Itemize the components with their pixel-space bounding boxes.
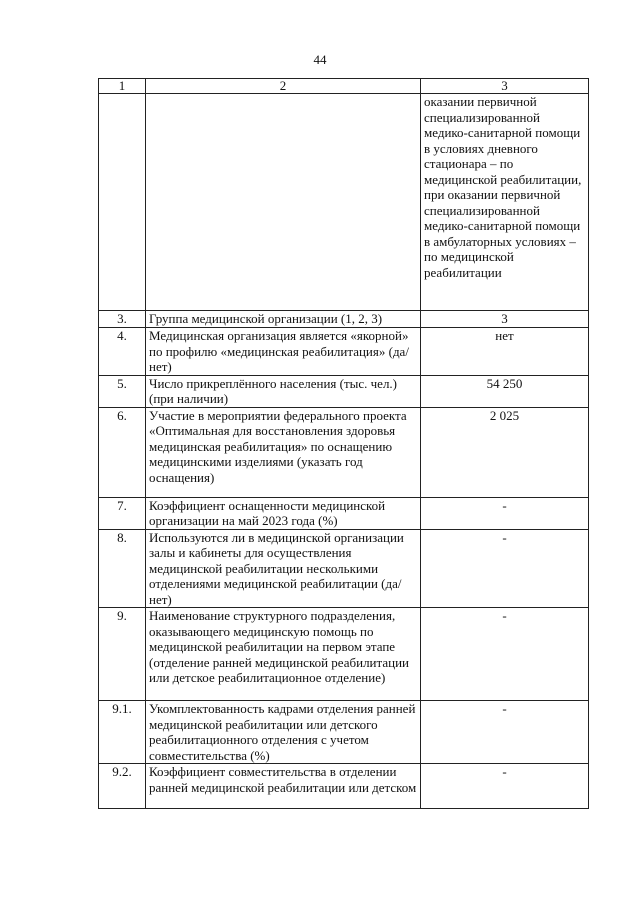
row-label bbox=[146, 94, 421, 311]
table-row bbox=[99, 94, 589, 311]
row-value: 2 025 bbox=[421, 407, 589, 497]
row-number: 6. bbox=[99, 407, 146, 497]
row-label: Наименование структурного подразделения, оказывающего медицинскую помощь по медицинской реабилитации на первом этапе (отделение ранней медицинской реабилитации или детское реабилитационное отделение) bbox=[146, 608, 421, 701]
row-number: 7. bbox=[99, 497, 146, 529]
table-row bbox=[99, 407, 589, 497]
row-value: - bbox=[421, 497, 589, 529]
row-label: Число прикреплённого населения (тыс. чел.) (при наличии) bbox=[146, 375, 421, 407]
row-label: Укомплектованность кадрами отделения ранней медицинской реабилитации или детского реабилитационного отделения с учетом совместительства (%) bbox=[146, 701, 421, 764]
continuation-cell: оказании первичной специализированной медико-санитарной помощи в условиях дневного стационара – по медицинской реабилитации, при оказании первичной специализированной медико-санитарной помощи в амбулаторных условиях – по медицинской реабилитации bbox=[421, 94, 589, 311]
column-header: 2 bbox=[146, 79, 421, 94]
row-value: - bbox=[421, 764, 589, 809]
row-label: Участие в мероприятии федерального проекта «Оптимальная для восстановления здоровья медицинская реабилитация» по оснащению медицинскими изделиями (указать год оснащения) bbox=[146, 407, 421, 497]
row-value: - bbox=[421, 608, 589, 701]
row-value: 3 bbox=[421, 311, 589, 328]
column-header: 1 bbox=[99, 79, 146, 94]
row-number: 5. bbox=[99, 375, 146, 407]
table-header-row bbox=[99, 79, 589, 94]
row-number: 8. bbox=[99, 529, 146, 608]
row-value: - bbox=[421, 701, 589, 764]
row-value: нет bbox=[421, 328, 589, 376]
table-row bbox=[99, 311, 589, 328]
table-row bbox=[99, 764, 589, 809]
page-number: 44 bbox=[313, 52, 327, 67]
row-value: 54 250 bbox=[421, 375, 589, 407]
row-number: 9.1. bbox=[99, 701, 146, 764]
row-label: Коэффициент оснащенности медицинской организации на май 2023 года (%) bbox=[146, 497, 421, 529]
document-table bbox=[98, 78, 589, 809]
row-value: - bbox=[421, 529, 589, 608]
table-row bbox=[99, 701, 589, 764]
row-number: 4. bbox=[99, 328, 146, 376]
row-label: Группа медицинской организации (1, 2, 3) bbox=[146, 311, 421, 328]
table-row bbox=[99, 608, 589, 701]
column-header: 3 bbox=[421, 79, 589, 94]
table-row bbox=[99, 328, 589, 376]
row-number: 3. bbox=[99, 311, 146, 328]
row-number: 9.2. bbox=[99, 764, 146, 809]
row-number: 9. bbox=[99, 608, 146, 701]
table-row bbox=[99, 529, 589, 608]
table-row bbox=[99, 375, 589, 407]
row-label: Коэффициент совместительства в отделении ранней медицинской реабилитации или детском bbox=[146, 764, 421, 809]
row-label: Используются ли в медицинской организации залы и кабинеты для осуществления медицинской реабилитации несколькими отделениями медицинской реабилитации (да/нет) bbox=[146, 529, 421, 608]
row-label: Медицинская организация является «якорной» по профилю «медицинская реабилитация» (да/нет) bbox=[146, 328, 421, 376]
table-row bbox=[99, 497, 589, 529]
row-number bbox=[99, 94, 146, 311]
